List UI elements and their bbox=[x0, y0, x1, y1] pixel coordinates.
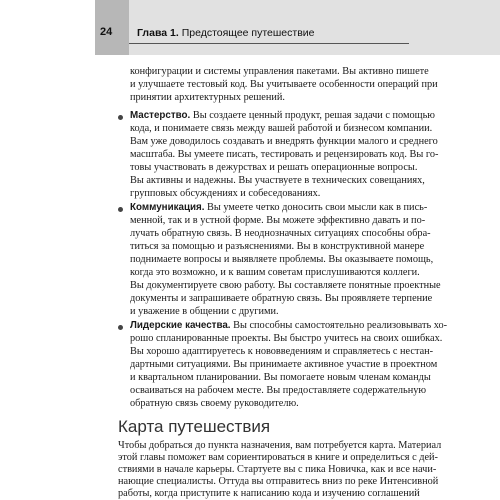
bullet-line: поднимаете вопросы и выявляете проблемы. Вы оказываете помощь, bbox=[130, 254, 434, 265]
bullet-line: и квартальном планировании. Вы помогаете новым членам команды bbox=[130, 372, 431, 383]
chapter-title: Предстоящее путешествие bbox=[181, 27, 315, 39]
continuation-line: и улучшаете тестовый код. Вы учитываете особенности операций при bbox=[130, 79, 438, 90]
bullet-line: титься за помощью и разъяснениями. Вы в конструктивной манере bbox=[130, 241, 425, 252]
bullet-term: Мастерство. bbox=[130, 110, 191, 121]
bullet-line: и уважение в общении с другими. bbox=[130, 306, 279, 317]
bullet-line: групповых обсуждениях и собеседованиях. bbox=[130, 188, 321, 199]
bullet-line: осваиваться на рабочем месте. Вы предоставляете содержательную bbox=[130, 385, 427, 396]
bullet-line: товы участвовать в дежурствах и решать операционные вопросы. bbox=[130, 162, 418, 173]
running-header-title bbox=[137, 27, 314, 39]
bullet-term: Лидерские качества. bbox=[130, 320, 231, 331]
bullet-line: Вы активны и надежны. Вы участвуете в технических совещаниях, bbox=[130, 175, 425, 186]
continuation-line: конфигурации и системы управления пакетами. Вы активно пишете bbox=[130, 66, 429, 77]
bullet-marker bbox=[118, 115, 123, 120]
bullet-term: Коммуникация. bbox=[130, 202, 205, 213]
bullet-line bbox=[130, 202, 427, 214]
bullet-line: Вы документируете свою работу. Вы составляете понятные проектные bbox=[130, 280, 441, 291]
chapter-label: Глава 1. bbox=[137, 27, 179, 39]
bullet-marker bbox=[118, 325, 123, 330]
section-title: Карта путешествия bbox=[118, 417, 271, 436]
bullet-marker bbox=[118, 207, 123, 212]
page-number: 24 bbox=[100, 26, 113, 38]
bullet-line: менной, так и в устной форме. Вы можете эффективно давать и по- bbox=[130, 215, 426, 226]
bullet-text: Вы умеете четко доносить свои мысли как в пись- bbox=[204, 202, 428, 213]
section-line: ствиями в начале карьеры. Стартуете вы с пика Новичка, как и все начи- bbox=[118, 464, 437, 475]
section-line: работы, когда приступите к написанию кода и изучению соглашений bbox=[118, 488, 420, 499]
bullet-line: обратную связь своему руководителю. bbox=[130, 398, 299, 409]
bullet-line: рошо спланированные проекты. Вы быстро учитесь на своих ошибках. bbox=[130, 333, 443, 344]
bullet-line: Вам уже доводилось создавать и внедрять функции малого и среднего bbox=[130, 136, 438, 147]
bullet-line: кода, и понимаете связь между вашей работой и бизнесом компании. bbox=[130, 123, 433, 134]
section-line: этой главы поможет вам сориентироваться в книге и определиться с дей- bbox=[118, 452, 438, 463]
section-line: нающие специалисты. Оттуда вы отправитесь вниз по реке Интенсивной bbox=[118, 476, 439, 487]
bullet-line: дартными ситуациями. Вы принимаете активное участие в проектном bbox=[130, 359, 438, 370]
bullet-line bbox=[130, 110, 435, 122]
bullet-line: когда это возможно, и к вашим советам прислушиваются коллеги. bbox=[130, 267, 420, 278]
continuation-line: принятии архитектурных решений. bbox=[130, 92, 285, 103]
bullet-line: масштаба. Вы умеете писать, тестировать и рецензировать код. Вы го- bbox=[130, 149, 439, 160]
bullet-line: документы и запрашиваете обратную связь. Вы проявляете терпение bbox=[130, 293, 433, 304]
bullet-line: Вы хорошо адаптируетесь к нововведениям и справляетесь с нестан- bbox=[130, 346, 434, 357]
header-underline bbox=[129, 43, 409, 44]
bullet-line bbox=[130, 320, 447, 332]
bullet-text: Вы способны самостоятельно реализовывать хо- bbox=[230, 320, 448, 331]
section-line: Чтобы добраться до пункта назначения, вам потребуется карта. Материал bbox=[118, 440, 442, 451]
bullet-line: лучать обратную связь. В неоднозначных ситуациях способны обра- bbox=[130, 228, 431, 239]
bullet-text: Вы создаете ценный продукт, решая задачи с помощью bbox=[190, 110, 435, 121]
